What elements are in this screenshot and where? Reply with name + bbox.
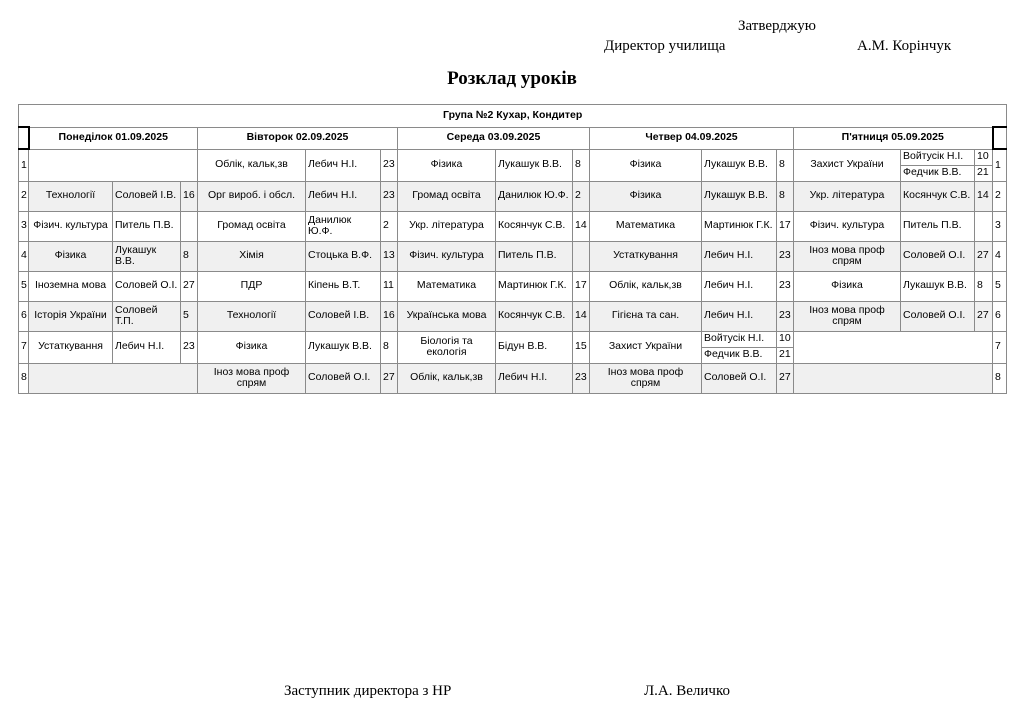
lesson-teacher: Лукашук В.В.	[702, 181, 777, 211]
lesson-number: 4	[993, 241, 1007, 271]
lesson-teacher: Лебич Н.І.	[702, 301, 777, 331]
lesson-teacher: Лебич Н.І.	[113, 331, 181, 363]
lesson-number: 8	[993, 363, 1007, 393]
lesson-room: 10	[975, 149, 993, 165]
lesson-subject: Громад освіта	[198, 211, 306, 241]
lesson-room: 8	[777, 181, 794, 211]
lesson-room: 23	[777, 241, 794, 271]
day-header-thursday: Четвер 04.09.2025	[590, 127, 794, 149]
lesson-subject: Українська мова	[398, 301, 496, 331]
director-role: Директор училища	[604, 38, 726, 54]
page-title: Розклад уроків	[447, 68, 577, 89]
lesson-room: 8	[573, 149, 590, 181]
lesson-subject: ПДР	[198, 271, 306, 301]
lesson-room: 23	[381, 181, 398, 211]
lesson-room: 27	[975, 241, 993, 271]
director-line	[604, 38, 966, 56]
lesson-subject: Іноземна мова	[29, 271, 113, 301]
lesson-empty	[29, 363, 198, 393]
lesson-teacher: Лукашук В.В.	[496, 149, 573, 181]
lesson-subject: Фізич. культура	[29, 211, 113, 241]
lesson-number: 1	[993, 149, 1007, 181]
lesson-teacher: Соловей І.В.	[113, 181, 181, 211]
lesson-room: 21	[777, 347, 794, 363]
lesson-teacher: Соловей О.І.	[113, 271, 181, 301]
lesson-room: 17	[777, 211, 794, 241]
lesson-teacher: Федчик В.В.	[901, 165, 975, 181]
lesson-teacher: Данилюк Ю.Ф.	[496, 181, 573, 211]
lesson-room: 23	[777, 301, 794, 331]
lesson-number: 5	[993, 271, 1007, 301]
lesson-subject: Фізич. культура	[794, 211, 901, 241]
lesson-subject: Облік, кальк,зв	[198, 149, 306, 181]
lesson-room: 8	[777, 149, 794, 181]
lesson-room: 8	[975, 271, 993, 301]
lesson-subject: Історія України	[29, 301, 113, 331]
lesson-room: 2	[573, 181, 590, 211]
lesson-room: 14	[573, 211, 590, 241]
lesson-teacher: Федчик В.В.	[702, 347, 777, 363]
lesson-subject: Фізика	[794, 271, 901, 301]
lesson-room: 27	[381, 363, 398, 393]
lesson-subject: Устаткування	[29, 331, 113, 363]
lesson-teacher: Лукашук В.В.	[306, 331, 381, 363]
lesson-teacher: Питель П.В.	[113, 211, 181, 241]
lesson-teacher: Косянчук С.В.	[496, 301, 573, 331]
lesson-teacher: Соловей Т.П.	[113, 301, 181, 331]
lesson-subject: Укр. література	[794, 181, 901, 211]
lesson-subject: Фізика	[398, 149, 496, 181]
lesson-subject: Іноз мова проф спрям	[794, 241, 901, 271]
lesson-teacher: Лебич Н.І.	[702, 271, 777, 301]
lesson-empty	[29, 149, 198, 181]
lesson-teacher: Соловей О.І.	[306, 363, 381, 393]
lesson-teacher: Лукашук В.В.	[901, 271, 975, 301]
lesson-room: 21	[975, 165, 993, 181]
lesson-teacher: Лебич Н.І.	[306, 181, 381, 211]
lesson-teacher: Питель П.В.	[496, 241, 573, 271]
director-name: А.М. Корінчук	[857, 38, 952, 54]
lesson-room: 16	[181, 181, 198, 211]
lesson-room: 8	[181, 241, 198, 271]
lesson-subject: Технології	[198, 301, 306, 331]
day-header-wednesday: Середа 03.09.2025	[398, 127, 590, 149]
lesson-subject: Математика	[398, 271, 496, 301]
schedule-table	[18, 104, 1007, 394]
lesson-teacher: Соловей О.І.	[901, 241, 975, 271]
day-header-tuesday: Вівторок 02.09.2025	[198, 127, 398, 149]
deputy-name: Л.А. Величко	[644, 683, 731, 699]
lesson-room: 27	[181, 271, 198, 301]
lesson-teacher: Питель П.В.	[901, 211, 975, 241]
lesson-teacher: Лукашук В.В.	[113, 241, 181, 271]
lesson-teacher: Лебич Н.І.	[306, 149, 381, 181]
lesson-teacher: Соловей І.В.	[306, 301, 381, 331]
lesson-number: 2	[19, 181, 29, 211]
lesson-subject: Громад освіта	[398, 181, 496, 211]
lesson-number: 7	[19, 331, 29, 363]
lesson-subject: Хімія	[198, 241, 306, 271]
lesson-empty	[794, 331, 993, 363]
lesson-number: 6	[993, 301, 1007, 331]
lesson-subject: Облік, кальк,зв	[398, 363, 496, 393]
lesson-room: 15	[573, 331, 590, 363]
lesson-number: 6	[19, 301, 29, 331]
corner-cell	[19, 127, 29, 149]
lesson-teacher: Мартинюк Г.К.	[702, 211, 777, 241]
lesson-room: 8	[381, 331, 398, 363]
lesson-room: 11	[381, 271, 398, 301]
lesson-subject: Фізика	[590, 149, 702, 181]
lesson-subject: Технології	[29, 181, 113, 211]
lesson-room	[573, 241, 590, 271]
day-header-friday: П'ятниця 05.09.2025	[794, 127, 993, 149]
lesson-empty	[794, 363, 993, 393]
lesson-room: 13	[381, 241, 398, 271]
lesson-teacher: Бідун В.В.	[496, 331, 573, 363]
lesson-teacher: Лукашук В.В.	[702, 149, 777, 181]
lesson-number: 3	[19, 211, 29, 241]
lesson-subject: Біологія та екологія	[398, 331, 496, 363]
lesson-subject: Гігієна та сан.	[590, 301, 702, 331]
lesson-subject: Іноз мова проф спрям	[590, 363, 702, 393]
lesson-subject: Захист України	[590, 331, 702, 363]
lesson-subject: Укр. література	[398, 211, 496, 241]
lesson-number: 3	[993, 211, 1007, 241]
approve-label: Затверджую	[738, 18, 816, 34]
lesson-room: 2	[381, 211, 398, 241]
corner-cell	[993, 127, 1007, 149]
lesson-room: 27	[777, 363, 794, 393]
lesson-room: 5	[181, 301, 198, 331]
lesson-room: 14	[975, 181, 993, 211]
deputy-role: Заступник директора з НР	[284, 683, 452, 699]
lesson-teacher: Кіпень В.Т.	[306, 271, 381, 301]
lesson-room: 10	[777, 331, 794, 347]
lesson-teacher: Лебич Н.І.	[496, 363, 573, 393]
lesson-room: 27	[975, 301, 993, 331]
lesson-teacher: Войтусік Н.І.	[702, 331, 777, 347]
lesson-teacher: Косянчук С.В.	[496, 211, 573, 241]
lesson-subject: Фізика	[590, 181, 702, 211]
lesson-subject: Фізика	[29, 241, 113, 271]
lesson-number: 8	[19, 363, 29, 393]
lesson-teacher: Стоцька В.Ф.	[306, 241, 381, 271]
lesson-teacher: Косянчук С.В.	[901, 181, 975, 211]
lesson-number: 5	[19, 271, 29, 301]
lesson-teacher: Соловей О.І.	[901, 301, 975, 331]
lesson-teacher: Мартинюк Г.К.	[496, 271, 573, 301]
lesson-room: 23	[573, 363, 590, 393]
lesson-room	[975, 211, 993, 241]
lesson-subject: Захист України	[794, 149, 901, 181]
lesson-teacher: Войтусік Н.І.	[901, 149, 975, 165]
lesson-subject: Математика	[590, 211, 702, 241]
lesson-room: 23	[381, 149, 398, 181]
lesson-number: 4	[19, 241, 29, 271]
lesson-teacher: Данилюк Ю.Ф.	[306, 211, 381, 241]
lesson-subject: Іноз мова проф спрям	[794, 301, 901, 331]
lesson-number: 2	[993, 181, 1007, 211]
lesson-room: 23	[777, 271, 794, 301]
lesson-subject: Облік, кальк,зв	[590, 271, 702, 301]
lesson-room: 16	[381, 301, 398, 331]
lesson-subject: Орг вироб. і обсл.	[198, 181, 306, 211]
group-title: Група №2 Кухар, Кондитер	[19, 105, 1007, 128]
lesson-subject: Іноз мова проф спрям	[198, 363, 306, 393]
lesson-subject: Фізич. культура	[398, 241, 496, 271]
lesson-room	[181, 211, 198, 241]
lesson-teacher: Лебич Н.І.	[702, 241, 777, 271]
lesson-room: 17	[573, 271, 590, 301]
lesson-room: 23	[181, 331, 198, 363]
lesson-teacher: Соловей О.І.	[702, 363, 777, 393]
lesson-subject: Фізика	[198, 331, 306, 363]
lesson-number: 1	[19, 149, 29, 181]
lesson-subject: Устаткування	[590, 241, 702, 271]
lesson-room: 14	[573, 301, 590, 331]
lesson-number: 7	[993, 331, 1007, 363]
day-header-monday: Понеділок 01.09.2025	[29, 127, 198, 149]
